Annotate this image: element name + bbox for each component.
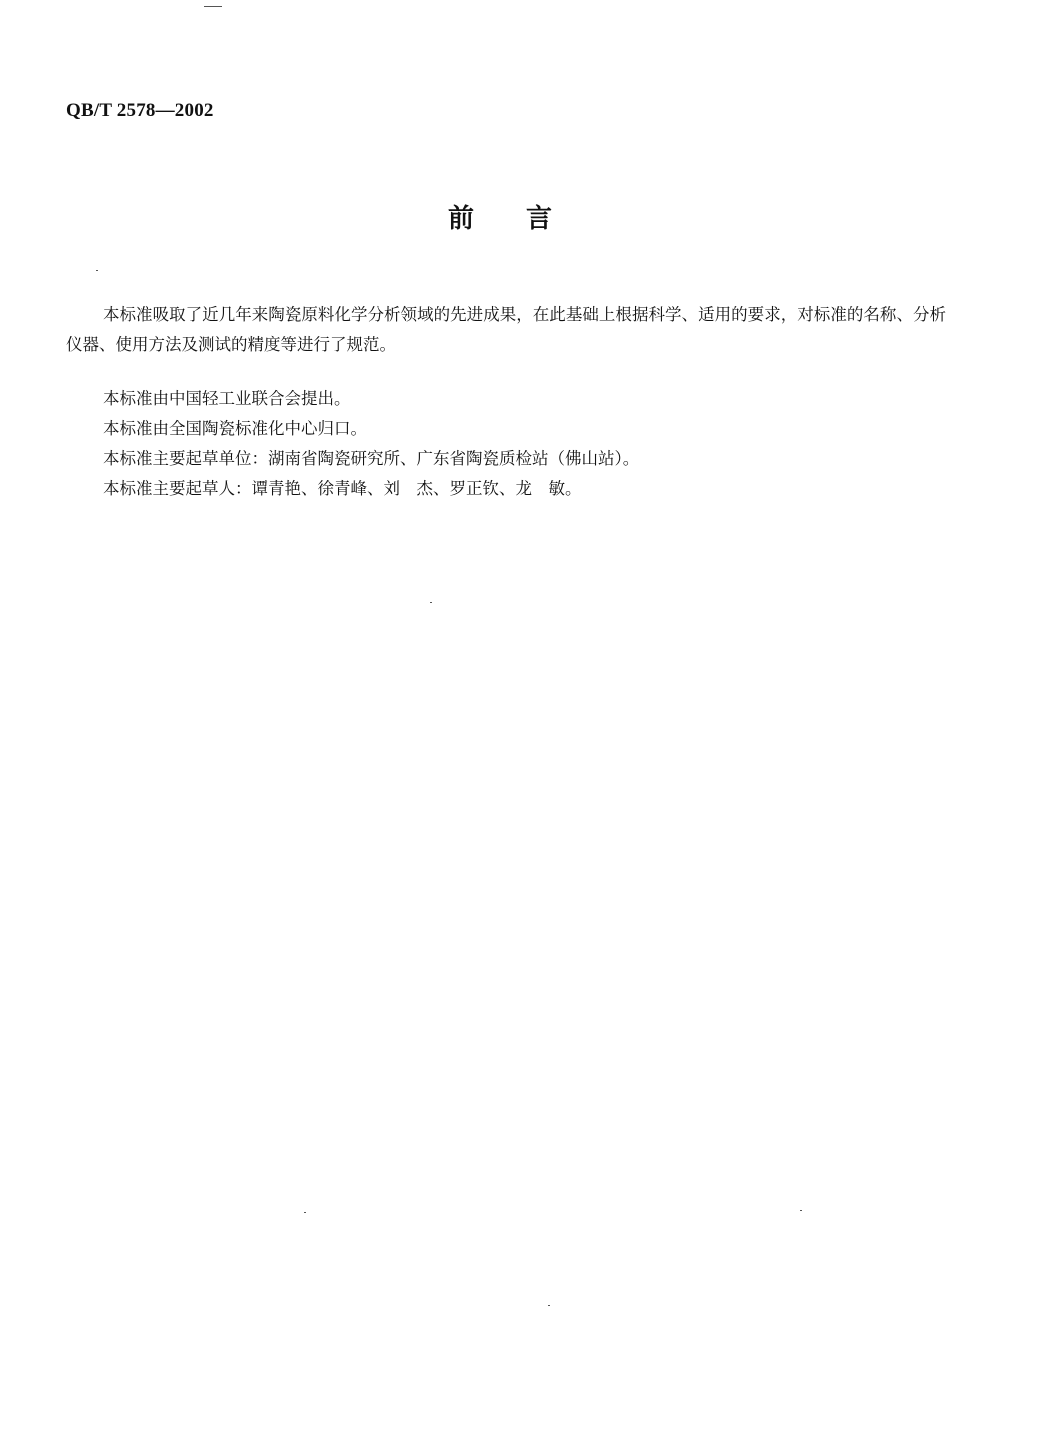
statement-list <box>103 384 639 504</box>
intro-paragraph: 本标准吸取了近几年来陶瓷原料化学分析领域的先进成果，在此基础上根据科学、适用的要求，对标准的名称、分析仪器、使用方法及测试的精度等进行了规范。 <box>66 305 946 354</box>
scan-speck <box>96 270 98 271</box>
scan-speck <box>800 1210 802 1211</box>
statement-administrator: 本标准由全国陶瓷标准化中心归口。 <box>103 419 367 438</box>
standard-code: QB/T 2578—2002 <box>66 100 214 121</box>
statement-drafting-units: 本标准主要起草单位：湖南省陶瓷研究所、广东省陶瓷质检站（佛山站）。 <box>103 449 640 468</box>
statement-proposer: 本标准由中国轻工业联合会提出。 <box>103 389 351 408</box>
scan-speck <box>304 1212 306 1213</box>
page-title <box>0 198 1000 235</box>
scan-speck <box>430 602 432 603</box>
scan-speck <box>204 6 222 7</box>
title-char-2: 言 <box>526 204 553 234</box>
title-char-1: 前 <box>447 204 474 234</box>
statement-drafters: 本标准主要起草人：谭青艳、徐青峰、刘 杰、罗正钦、龙 敏。 <box>103 479 582 498</box>
scan-speck <box>548 1305 550 1306</box>
